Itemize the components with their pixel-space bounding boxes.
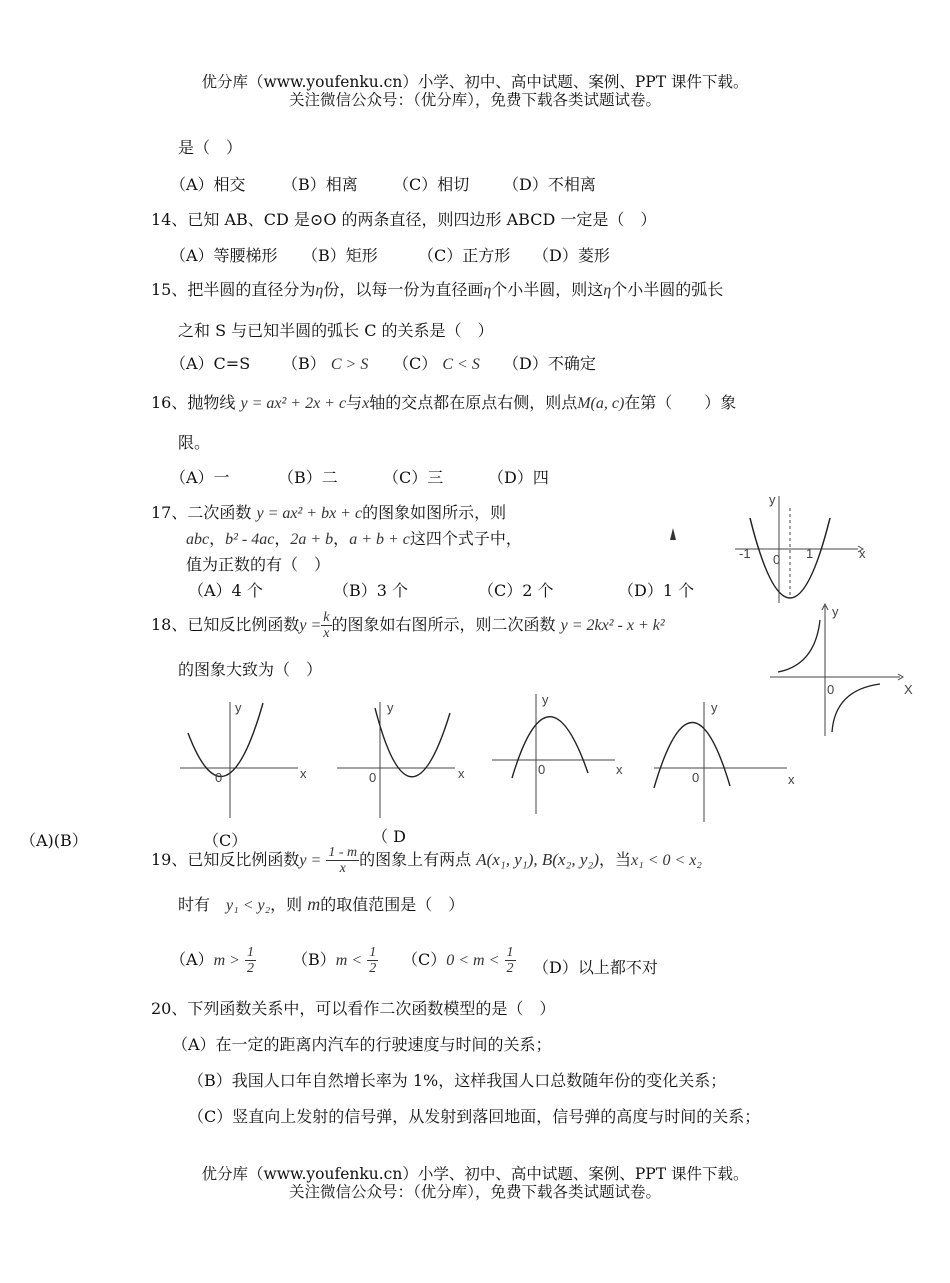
q16-option-c: （C）三	[383, 468, 444, 487]
q18-ref-y-label: y	[832, 604, 839, 619]
q19-condition: x₁ < 0 < x₂	[631, 852, 702, 869]
q20-option-a: （A）在一定的距离内汽车的行驶速度与时间的关系；	[172, 1035, 552, 1054]
q18-option-graph-d	[652, 698, 802, 826]
graph-c-x-label: x	[616, 762, 623, 777]
graph-d-x-label: x	[788, 772, 795, 787]
q15-n-1: η	[315, 282, 324, 299]
q17-line-3: 值为正数的有（ ）	[186, 555, 331, 574]
q19-option-a: （A）m > $\frac{1}{2}$	[170, 945, 255, 976]
q14-option-c: （C）正方形	[418, 246, 511, 265]
footer-line-1: 优分库（www.youfenku.cn）小学、初中、高中试题、案例、PPT 课件下载。	[201, 1165, 749, 1183]
q17-expressions: abc，b² - 4ac，2a + b，a + b + c这四个式子中，	[186, 529, 522, 548]
footer-line-2: 关注微信公众号：（优分库），免费下载各类试题试卷。	[288, 1183, 661, 1201]
q18-label-ab: （A)(B）	[20, 831, 88, 850]
q18-label-c: （C）	[203, 831, 248, 850]
q20-option-c: （C）竖直向上发射的信号弹，从发射到落回地面，信号弹的高度与时间的关系；	[188, 1107, 761, 1126]
q17-one-label: 1	[806, 546, 814, 561]
q17-neg1-label: -1	[739, 546, 751, 561]
q13-option-b: （B）相离	[282, 175, 358, 194]
q18-label-d: （ D	[372, 827, 406, 846]
q16-stem: 16、抛物线 y = ax² + 2x + c与x轴的交点都在原点右侧，则点M(a, c)在第（ ）象	[151, 393, 737, 412]
q18-option-graph-b	[335, 698, 470, 823]
q19-option-c: （C）0 < m < $\frac{1}{2}$	[402, 945, 514, 976]
q15-line-2: 之和 S 与已知半圆的弧长 C 的关系是（ ）	[178, 321, 494, 340]
header-line-2: 关注微信公众号：（优分库），免费下载各类试题试卷。	[288, 91, 661, 109]
q19-fraction: $\frac{1 - m}{x}$	[328, 845, 358, 876]
q14-option-b: （B）矩形	[302, 246, 378, 265]
q17-graph	[735, 488, 875, 610]
q15-option-c: （C） C < S	[393, 354, 480, 373]
q17-option-d: （D）1 个	[618, 581, 695, 600]
q18-option-graph-c	[490, 688, 630, 816]
graph-a-y-label: y	[235, 700, 242, 715]
q15-n-3: η	[603, 282, 612, 299]
q15-option-b: （B） C > S	[282, 354, 369, 373]
q14-option-a: （A）等腰梯形	[170, 246, 278, 265]
q20-option-b: （B）我国人口年自然增长率为 1%，这样我国人口总数随年份的变化关系；	[188, 1071, 727, 1090]
graph-d-origin: 0	[692, 770, 700, 785]
q18-fraction: $\frac{k}{x}$	[323, 610, 330, 641]
q20-stem: 20、下列函数关系中，可以看作二次函数模型的是（ ）	[151, 999, 556, 1018]
q18-ref-origin: 0	[827, 682, 835, 697]
graph-b-curve	[375, 708, 450, 777]
q16-expression: y = ax² + 2x + c	[240, 395, 347, 412]
q18-expression: y = 2kx² - x + k²	[560, 617, 665, 634]
q17-stem: 17、二次函数 y = ax² + bx + c的图象如图所示，则	[151, 503, 507, 522]
stray-mark	[669, 528, 677, 542]
graph-c-curve	[512, 717, 588, 778]
q17-expression: y = ax² + bx + c	[256, 505, 363, 522]
q13-option-d: （D）不相离	[503, 175, 596, 194]
q14-stem: 14、已知 AB、CD 是⊙O 的两条直径，则四边形 ABCD 一定是（ ）	[151, 210, 657, 229]
graph-c-origin: 0	[538, 762, 546, 777]
q15-stem: 15、把半圆的直径分为η份，以每一份为直径画η个小半圆，则这η个小半圆的弧长	[151, 280, 724, 299]
graph-a-x-label: x	[300, 766, 307, 781]
graph-c-y-label: y	[542, 692, 549, 707]
graph-b-y-label: y	[387, 700, 394, 715]
graph-b-origin: 0	[369, 770, 377, 785]
q15-option-a: （A）C=S	[170, 354, 251, 373]
q17-y-label: y	[769, 492, 776, 507]
q13-continuation: 是（ ）	[178, 138, 243, 157]
graph-d-y-label: y	[711, 700, 718, 715]
q16-option-a: （A）一	[170, 468, 230, 487]
q18-option-graph-a	[178, 698, 313, 823]
graph-b-x-label: x	[458, 766, 465, 781]
q16-option-d: （D）四	[488, 468, 549, 487]
q18-ref-branch-upper-left	[778, 620, 820, 672]
q16-line-2: 限。	[178, 433, 211, 452]
q18-ref-branch-lower-right	[832, 684, 880, 732]
q15-option-d: （D）不确定	[503, 354, 596, 373]
q18-ref-x-label: X	[904, 682, 913, 697]
q18-stem: 18、已知反比例函数y = $\frac{k}{x}$ 的图象如右图所示，则二次函数 y = 2kx² - x + k²	[151, 610, 665, 641]
q13-option-a: （A）相交	[170, 175, 246, 194]
graph-a-origin: 0	[215, 770, 223, 785]
q17-origin-label: 0	[773, 552, 781, 567]
q15-n-2: η	[483, 282, 492, 299]
q16-point: M(a, c)	[577, 395, 625, 412]
q16-option-b: （B）二	[278, 468, 338, 487]
q19-points: A(x₁, y₁), B(x₂, y₂)	[476, 850, 600, 869]
q19-line-2: 时有 y₁ < y₂，则 m的取值范围是（ ）	[178, 894, 465, 914]
q17-option-c: （C）2 个	[478, 581, 554, 600]
graph-a-curve	[188, 703, 263, 776]
q17-x-label: x	[859, 546, 866, 561]
stray-triangle	[670, 528, 676, 540]
q19-option-d: （D）以上都不对	[533, 958, 658, 977]
q19-condition-2: y₁ < y₂	[226, 897, 271, 914]
q14-option-d: （D）菱形	[533, 246, 610, 265]
q17-option-b: （B）3 个	[333, 581, 409, 600]
q18-line-2: 的图象大致为（ ）	[178, 660, 323, 679]
q17-option-a: （A）4 个	[188, 581, 263, 600]
q13-option-c: （C）相切	[393, 175, 470, 194]
q19-option-b: （B）m < $\frac{1}{2}$	[292, 945, 377, 976]
q19-stem: 19、已知反比例函数y = $\frac{1 - m}{x}$ 的图象上有两点 A(x₁, y₁), B(x₂, y₂)，当x₁ < 0 < x₂	[151, 845, 702, 876]
header-line-1: 优分库（www.youfenku.cn）小学、初中、高中试题、案例、PPT 课件下载。	[201, 73, 749, 91]
